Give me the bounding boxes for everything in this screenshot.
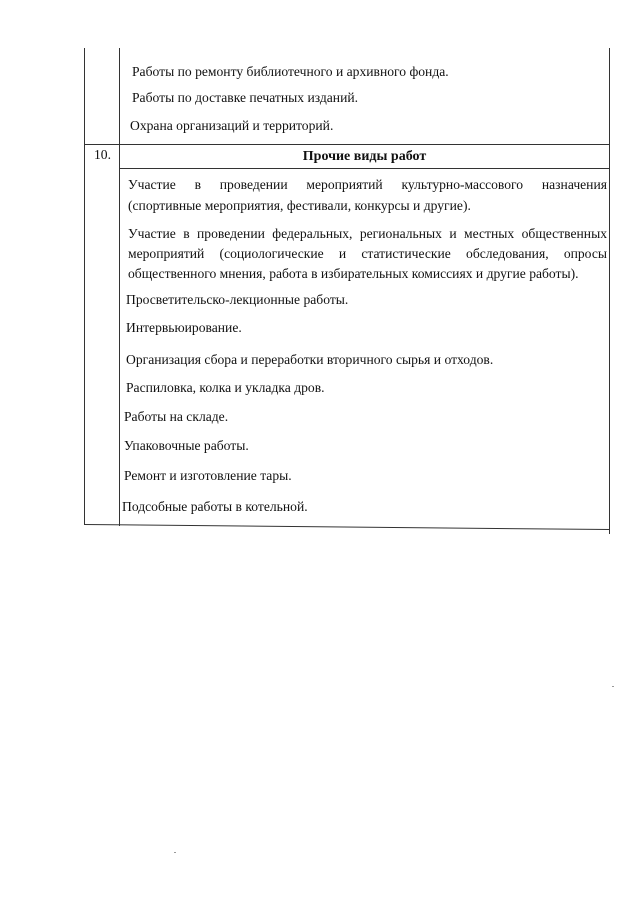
item-line: мероприятий (социологические и статистические обследования, опросы bbox=[128, 246, 607, 261]
item-line: Участие в проведении федеральных, региональных и местных общественных bbox=[128, 226, 607, 241]
table-bottom-border bbox=[84, 524, 610, 530]
row-text: Работы по ремонту библиотечного и архивного фонда. bbox=[132, 64, 449, 79]
item-line: Распиловка, колка и укладка дров. bbox=[126, 380, 325, 395]
item-line: Организация сбора и переработки вторичного сырья и отходов. bbox=[126, 352, 494, 367]
item-line: Участие в проведении мероприятий культурно-массового назначения bbox=[128, 177, 607, 192]
table-row-divider bbox=[84, 144, 610, 145]
item-line: общественного мнения, работа в избирательных комиссиях и другие работы). bbox=[128, 266, 579, 281]
table-header-divider bbox=[119, 168, 610, 169]
section-title: Прочие виды работ bbox=[302, 149, 427, 164]
table-left-border bbox=[84, 48, 85, 524]
scan-speck bbox=[612, 686, 614, 687]
section-number: 10. bbox=[94, 147, 111, 162]
item-line: Подсобные работы в котельной. bbox=[122, 499, 308, 514]
item-line: Упаковочные работы. bbox=[124, 438, 249, 453]
item-line: Интервьюирование. bbox=[126, 320, 242, 335]
item-line: Ремонт и изготовление тары. bbox=[124, 468, 292, 483]
scan-speck bbox=[174, 852, 176, 853]
row-text: Охрана организаций и территорий. bbox=[130, 118, 334, 133]
item-line: Просветительско-лекционные работы. bbox=[126, 292, 349, 307]
table-right-border bbox=[609, 48, 610, 534]
row-text: Работы по доставке печатных изданий. bbox=[132, 90, 359, 105]
item-line: Работы на складе. bbox=[124, 409, 229, 424]
table-column-divider bbox=[119, 48, 120, 526]
item-line: (спортивные мероприятия, фестивали, конкурсы и другие). bbox=[128, 198, 471, 213]
